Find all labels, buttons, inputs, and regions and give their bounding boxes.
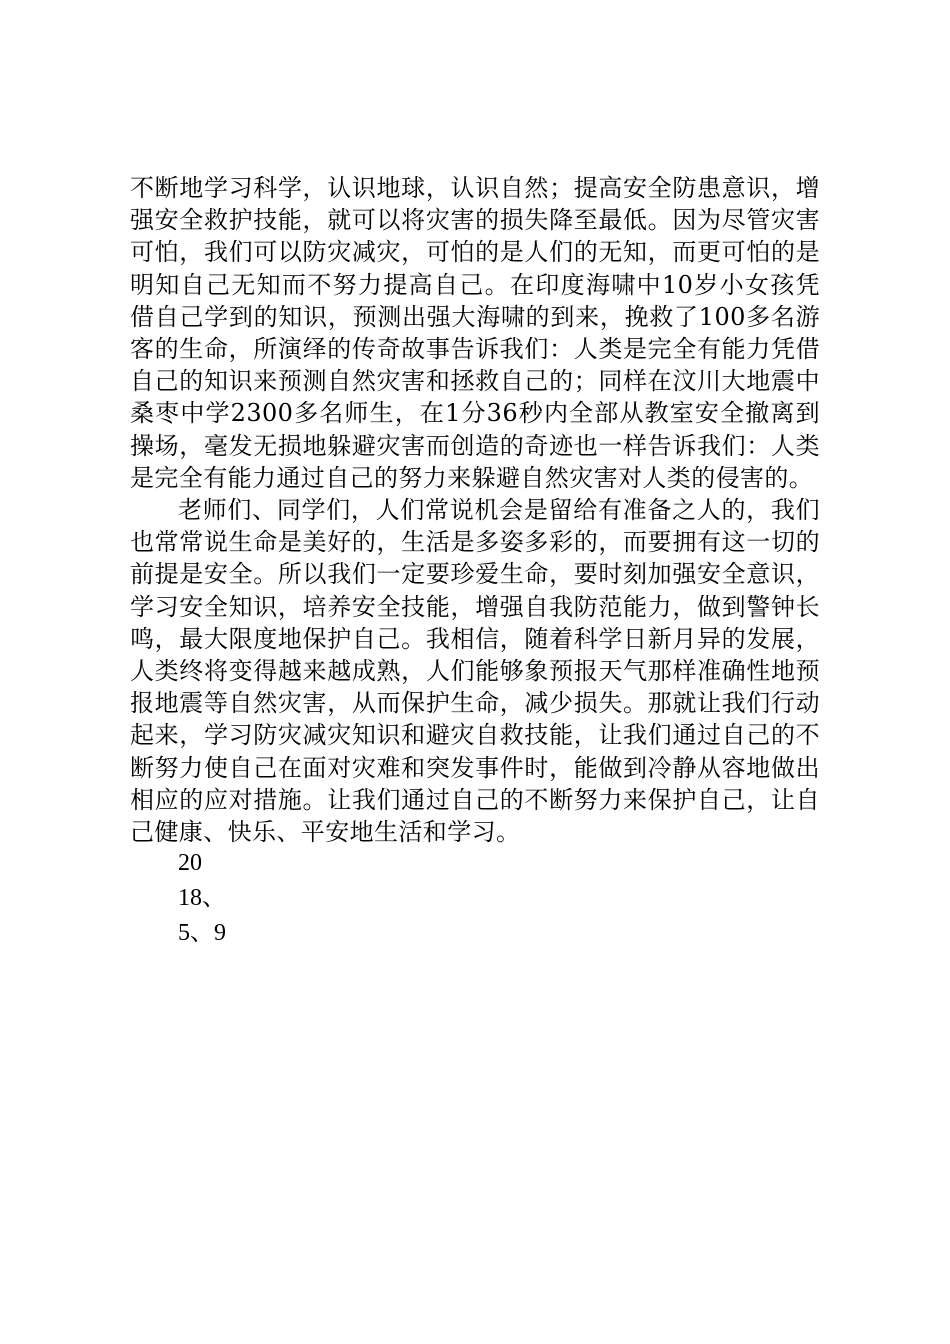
date-line-2: 18、	[178, 885, 226, 911]
document-body	[130, 172, 820, 848]
date-line-1: 20	[178, 850, 202, 876]
date-block	[178, 846, 226, 951]
paragraph-1: 不断地学习科学，认识地球，认识自然；提高安全防患意识，增强安全救护技能，就可以将灾害的损失降至最低。因为尽管灾害可怕，我们可以防灾减灾，可怕的是人们的无知，而更可怕的是明知自己无知而不努力提高自己。在印度海啸中10岁小女孩凭借自己学到的知识，预测出强大海啸的到来，挽救了100多名游客的生命，所演绎的传奇故事告诉我们：人类是完全有能力凭借自己的知识来预测自然灾害和拯救自己的；同样在汶川大地震中桑枣中学2300多名师生，在1分36秒内全部从教室安全撤离到操场，毫发无损地躲避灾害而创造的奇迹也一样告诉我们：人类是完全有能力通过自己的努力来躲避自然灾害对人类的侵害的。	[130, 174, 820, 492]
paragraph-2: 老师们、同学们，人们常说机会是留给有准备之人的，我们也常常说生命是美好的，生活是多姿多彩的，而要拥有这一切的前提是安全。所以我们一定要珍爱生命，要时刻加强安全意识，学习安全知识，培养安全技能，增强自我防范能力，做到警钟长鸣，最大限度地保护自己。我相信，随着科学日新月异的发展，人类终将变得越来越成熟，人们能够象预报天气那样准确性地预报地震等自然灾害，从而保护生命，减少损失。那就让我们行动起来，学习防灾减灾知识和避灾自救技能，让我们通过自己的不断努力使自己在面对灾难和突发事件时，能做到冷静从容地做出相应的应对措施。让我们通过自己的不断努力来保护自己，让自己健康、快乐、平安地生活和学习。	[130, 496, 820, 847]
date-line-3: 5、9	[178, 920, 226, 946]
